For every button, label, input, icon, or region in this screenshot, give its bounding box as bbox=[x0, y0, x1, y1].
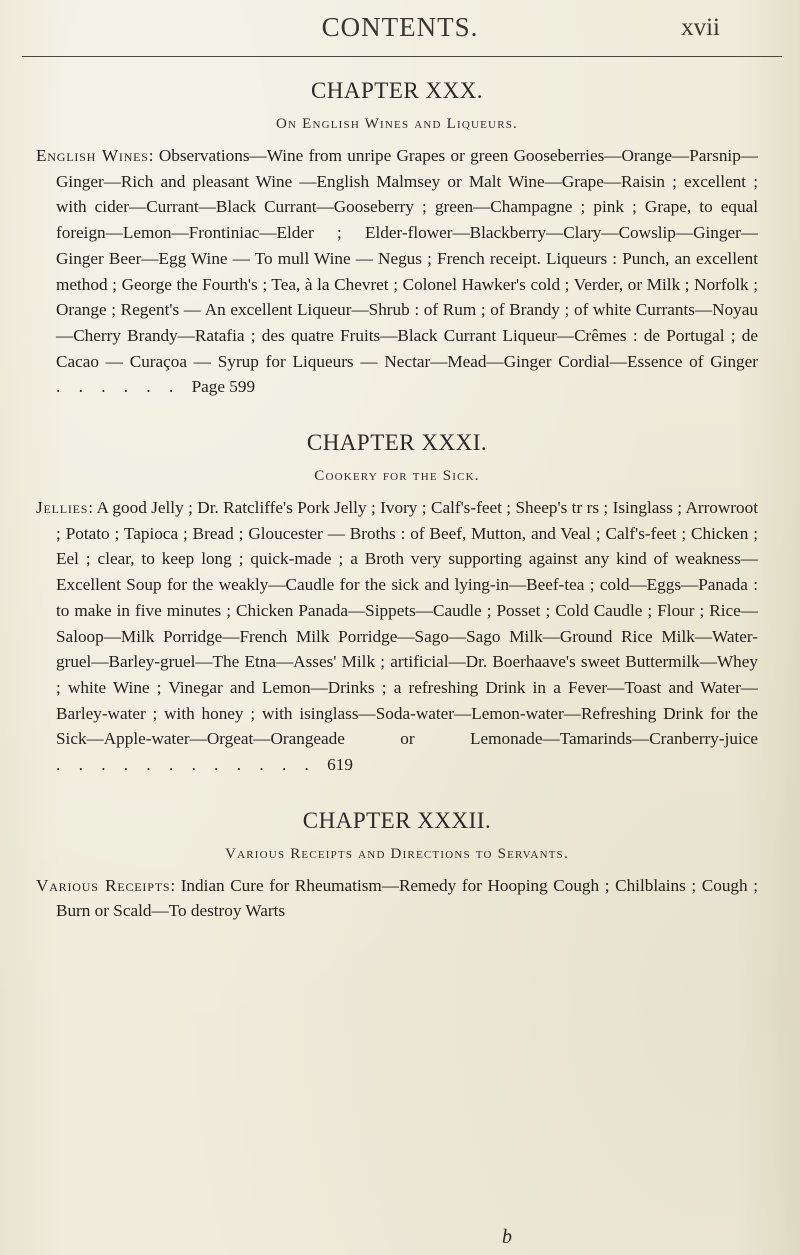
entry-text: : A good Jelly ; Dr. Ratcliffe's Pork Jelly ; Ivory ; Calf's-feet ; Sheep's tr rs ; Isinglass ; Arrowroot ; Potato ; Tapioca ; Bread ; Gloucester — Broths : of Beef, Mutton, and Veal ; Calf's-feet ; Chicken ; Eel ; clear, to keep long ; quick-made ; a Broth very supporting against any kind of weakness—Excellent Soup for the weakly—Caudle for the sick and lying-in—Beef-tea ; cold—Eggs—Panada : to make in five minutes ; Chicken Panada—Sippets—Caudle ; Posset ; Cold Caudle ; Flour ; Rice—Saloop—Milk Porridge—French Milk Porridge—Sago—Sago Milk—Ground Rice Milk—Water-gruel—Barley-gruel—The Etna—Asses' Milk ; artificial—Dr. Boerhaave's sweet Buttermilk—Whey ; white Wine ; Vinegar and Lemon—Drinks ; a refreshing Drink in a Fever—Toast and Water—Barley-water ; with honey ; with isinglass—Soda-water—Lemon-water—Refreshing Drink for the Sick—Apple-water—Orgeat—Orangeade or Lemonade—Tamarinds—Cranberry-juice bbox=[56, 498, 758, 749]
chapter-section bbox=[36, 78, 758, 400]
dot-leaders: . . . . . . . . . . . . bbox=[56, 755, 328, 775]
chapter-section bbox=[36, 430, 758, 778]
running-header bbox=[0, 12, 800, 52]
signature-mark: b bbox=[502, 1226, 512, 1248]
chapter-heading: CHAPTER XXXII. bbox=[302, 807, 492, 833]
chapter-heading: CHAPTER XXX. bbox=[310, 78, 484, 103]
chapter-entry bbox=[36, 495, 758, 778]
entry-lead: Jellies bbox=[36, 498, 89, 518]
dot-leaders: . . . . . . bbox=[56, 377, 192, 397]
entry-text: : Indian Cure for Rheumatism—Remedy for Hooping Cough ; Chilblains ; Cough ; Burn or Scald—To destroy Warts bbox=[56, 875, 759, 921]
contents-body bbox=[36, 78, 758, 924]
chapter-subtitle: Cookery for the Sick. bbox=[314, 468, 480, 485]
chapter-section bbox=[36, 808, 758, 924]
chapter-entry bbox=[36, 143, 758, 400]
chapter-subtitle: On English Wines and Liqueurs. bbox=[275, 116, 518, 132]
header-rule bbox=[22, 56, 782, 57]
entry-page-ref-group bbox=[56, 755, 353, 774]
chapter-entry bbox=[36, 873, 759, 924]
entry-page-ref: Page 599 bbox=[191, 377, 256, 397]
running-title: CONTENTS. bbox=[321, 12, 479, 42]
entry-page-ref: 619 bbox=[327, 755, 353, 775]
entry-lead: Various Receipts bbox=[36, 875, 171, 895]
entry-page-ref-group bbox=[56, 377, 255, 396]
chapter-subtitle: Various Receipts and Directions to Servants. bbox=[225, 845, 569, 862]
page-number: xvii bbox=[681, 14, 720, 41]
chapter-heading: CHAPTER XXXI. bbox=[306, 430, 488, 456]
entry-lead: English Wines bbox=[36, 146, 149, 165]
entry-text: : Observations—Wine from unripe Grapes or green Gooseberries—Orange—Parsnip—Ginger—Rich and pleasant Wine —English Malmsey or Malt Wine—Grape—Raisin ; excellent ; with cider—Currant—Black Currant—Gooseberry ; green—Champagne ; pink ; Grape, to equal foreign—Lemon—Frontiniac—Elder ; Elder-flower—Blackberry—Clary—Cowslip—Ginger—Ginger Beer—Egg Wine — To mull Wine — Negus ; French receipt. Liqueurs : Punch, an excellent method ; George the Fourth's ; Tea, à la Chevret ; Colonel Hawker's cold ; Verder, or Milk ; Norfolk ; Orange ; Regent's — An excellent Liqueur—Shrub : of Rum ; of Brandy ; of white Currants—Noyau—Cherry Brandy—Ratafia ; des quatre Fruits—Black Currant Liqueur—Crêmes : de Portugal ; de Cacao — Curaçoa — Syrup for Liqueurs — Nectar—Mead—Ginger Cordial—Essence of Ginger bbox=[56, 146, 758, 371]
